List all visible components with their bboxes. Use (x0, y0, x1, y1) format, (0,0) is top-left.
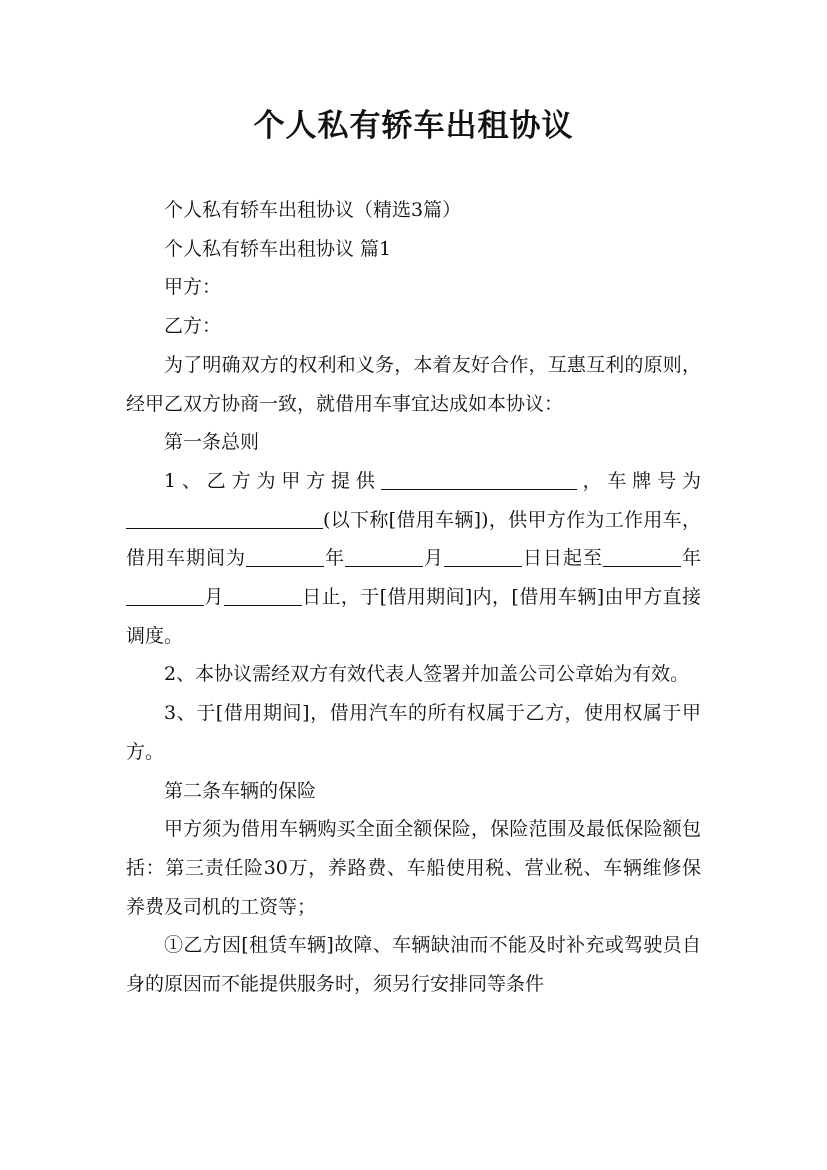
year-label: 年 (680, 547, 701, 570)
fill-blank-start-month[interactable] (345, 545, 423, 567)
party-b-label: 乙方： (164, 315, 222, 338)
month-label: 月 (204, 586, 224, 609)
section-heading: 个人私有轿车出租协议 篇1 (164, 237, 392, 260)
document-title: 个人私有轿车出租协议 (253, 108, 574, 144)
month-label: 月 (422, 547, 444, 570)
fill-blank-end-day[interactable] (224, 584, 302, 606)
clause-2: 2、本协议需经双方有效代表人签署并加盖公司公章始为有效。 (164, 663, 690, 686)
fill-blank-end-month[interactable] (126, 584, 204, 606)
clause-1-text-2: ，车牌号为 (576, 469, 701, 492)
clause-1 (126, 462, 701, 656)
item-1-paragraph: ①乙方因[租赁车辆]故障、车辆缺油而不能及时补充或驾驶员自身的原因而不能提供服务时，须另行安排同等条件 (126, 934, 701, 996)
article-2-heading: 第二条车辆的保险 (164, 779, 317, 802)
clause-3: 3、于[借用期间]，借用汽车的所有权属于乙方，使用权属于甲方。 (126, 702, 701, 763)
fill-blank-start-day[interactable] (444, 545, 522, 567)
insurance-paragraph: 甲方须为借用车辆购买全面全额保险，保险范围及最低保险额包括：第三责任险30万，养路费、车船使用税、营业税、车辆维修保养费及司机的工资等； (126, 818, 701, 918)
fill-blank-plate-number[interactable] (126, 507, 323, 529)
document-body (126, 191, 701, 1004)
fill-blank-vehicle[interactable] (381, 468, 577, 490)
day-start-label: 日日起至 (521, 547, 603, 570)
fill-blank-start-year[interactable] (246, 545, 324, 567)
clause-1-text-3: (以下称[借用车辆])，供甲方作为工作用车，借用车期间为 (126, 508, 701, 570)
intro-paragraph: 为了明确双方的权利和义务，本着友好合作，互惠互利的原则，经甲乙双方协商一致，就借用车事宜达成如本协议： (126, 353, 701, 415)
fill-blank-end-year[interactable] (603, 545, 681, 567)
clause-1-text-1: 1、乙方为甲方提供 (164, 469, 381, 492)
year-label: 年 (323, 547, 345, 570)
subtitle: 个人私有轿车出租协议（精选3篇） (164, 199, 462, 221)
day-end-label: 日止，于[借用期间]内，[借用车辆]由甲方直接调度。 (126, 586, 701, 647)
article-1-heading: 第一条总则 (164, 431, 260, 454)
party-a-label: 甲方： (164, 276, 222, 299)
